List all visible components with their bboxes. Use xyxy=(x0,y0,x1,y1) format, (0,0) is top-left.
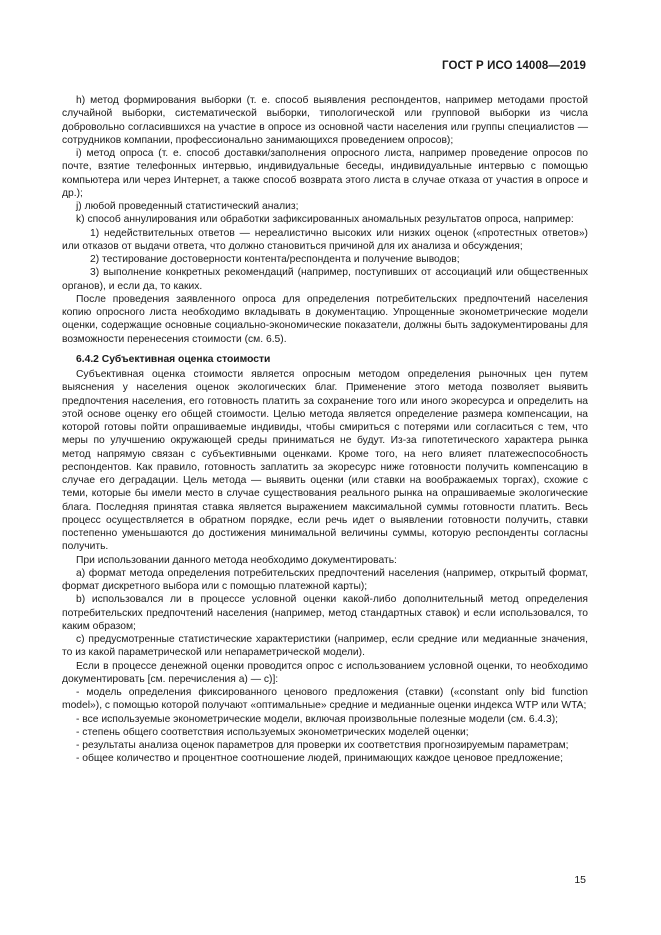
section-heading-6-4-2: 6.4.2 Субъективная оценка стоимости xyxy=(76,353,271,365)
paragraph-dash-item-4: - результаты анализа оценок параметров для проверки их соответствия прогнозируемым параметрам; xyxy=(76,740,569,751)
paragraph-subitem-3: 3) выполнение конкретных рекомендаций (например, поступивших от ассоциаций или общественных органов), и если да, то каких. xyxy=(62,267,588,292)
paragraph-dash-item-2: - все используемые эконометрические модели, включая произвольные полезные модели (см. 6.4.3); xyxy=(76,713,559,725)
document-body xyxy=(62,94,588,766)
paragraph-monetary-valuation: Если в процессе денежной оценки проводится опрос с использованием условной оценки, то необходимо документировать [см. перечисления a) — c)]: xyxy=(62,660,588,685)
paragraph-dash-item-3: - степень общего соответствия используемых эконометрических моделей оценки; xyxy=(76,726,469,738)
paragraph-subitem-2: 2) тестирование достоверности контента/респондента и получение выводов; xyxy=(90,254,460,265)
paragraph-item-a: a) формат метода определения потребительских предпочтений населения (например, открытый формат, формат дискретного выбора или с помощью платежной карты); xyxy=(62,567,588,592)
page-number: 15 xyxy=(574,874,586,886)
paragraph-documentation-intro: При использовании данного метода необходимо документировать: xyxy=(76,554,397,566)
paragraph-item-c: c) предусмотренные статистические характеристики (например, если средние или медианные значения, то из какой параметрической или непараметрической модели). xyxy=(62,634,588,659)
paragraph-dash-item-5: - общее количество и процентное соотношение людей, принимающих каждое ценовое предложение; xyxy=(76,753,563,765)
paragraph-item-i: i) метод опроса (т. е. способ доставки/заполнения опросного листа, например проведение опросов по почте, взятие телефонных интервью, индивидуальные беседы, индивидуальные интервью с помощью компьютера или через Интернет, а также способ возврата этого листа в случае отказа от участия в опросе и др.); xyxy=(62,148,588,199)
paragraph-contingent-valuation: Субъективная оценка стоимости является опросным методом определения рыночных цен путем выяснения у населения оценок экологических благ. Применение этого метода позволяет выявить предпочтения населения, его готовность платить за сохранение того или иного экоресурса и определить на этой основе оценку его общей стоимости. Целью метода является определение размера компенсации, на которой готовы пойти опрашиваемые индивиды, чтобы смириться с потерями или согласиться с тем, что меры по улучшению окружающей среды приниматься не будут. Из-за гипотетического характера рынка метод напрямую связан с субъективными оценками. Кроме того, на него влияет платежеспособность респондентов. Как правило, готовность заплатить за экоресурс ниже готовности получить компенсацию в случае его деградации. Цель метода — выявить оценки (или ставки на воображаемых торгах), схожие с теми, которые бы имели место в случае существования реального рынка на опрашиваемые экологические блага. Последняя принятая ставка является выражением максимальной суммы готовности платить. Весь процесс осуществляется в обратном порядке, если речь идет о выявлении готовности получить, ставки постепенно уменьшаются до достижения минимальной величины суммы, которую респонденты согласны получить. xyxy=(62,369,588,553)
paragraph-item-j: j) любой проведенный статистический анализ; xyxy=(76,201,299,212)
paragraph-item-k: k) способ аннулирования или обработки зафиксированных аномальных результатов опроса, например: xyxy=(76,214,574,226)
paragraph-subitem-1: 1) недействительных ответов — нереалистично высоких или низких оценок («протестных ответов») или отказов от выдачи ответа, что должно становиться причиной для их анализа и обсуждения; xyxy=(62,227,588,252)
paragraph-dash-item-1: - модель определения фиксированного ценового предложения (ставки) («constant only bid function model»), с помощью которой получают «оптимальные» средние и медианные оценки индекса WTP или WTA; xyxy=(62,687,588,712)
paragraph-item-b: b) использовался ли в процессе условной оценки какой-либо дополнительный метод определения потребительских предпочтений населения (например, метод стандартных ставок) и если использовался, то каким образом; xyxy=(62,594,588,632)
paragraph-item-h: h) метод формирования выборки (т. е. способ выявления респондентов, например методами простой случайной выборки, систематической выборки, типологической или групповой выборки из числа добровольно согласившихся на участие в опросе из основной части населения или группы специалистов — сотрудников компании, профессионально занимающихся проведением опросов); xyxy=(62,95,588,146)
paragraph-survey-documentation: После проведения заявленного опроса для определения потребительских предпочтений населения копию опросного листа необходимо вкладывать в документацию. Упрощенные эконометрические модели оценки, содержащие основные социально-экономические показатели, должны быть задокументированы для возможности перенесения стоимости (см. 6.5). xyxy=(62,293,588,345)
document-header: ГОСТ Р ИСО 14008—2019 xyxy=(441,60,586,72)
